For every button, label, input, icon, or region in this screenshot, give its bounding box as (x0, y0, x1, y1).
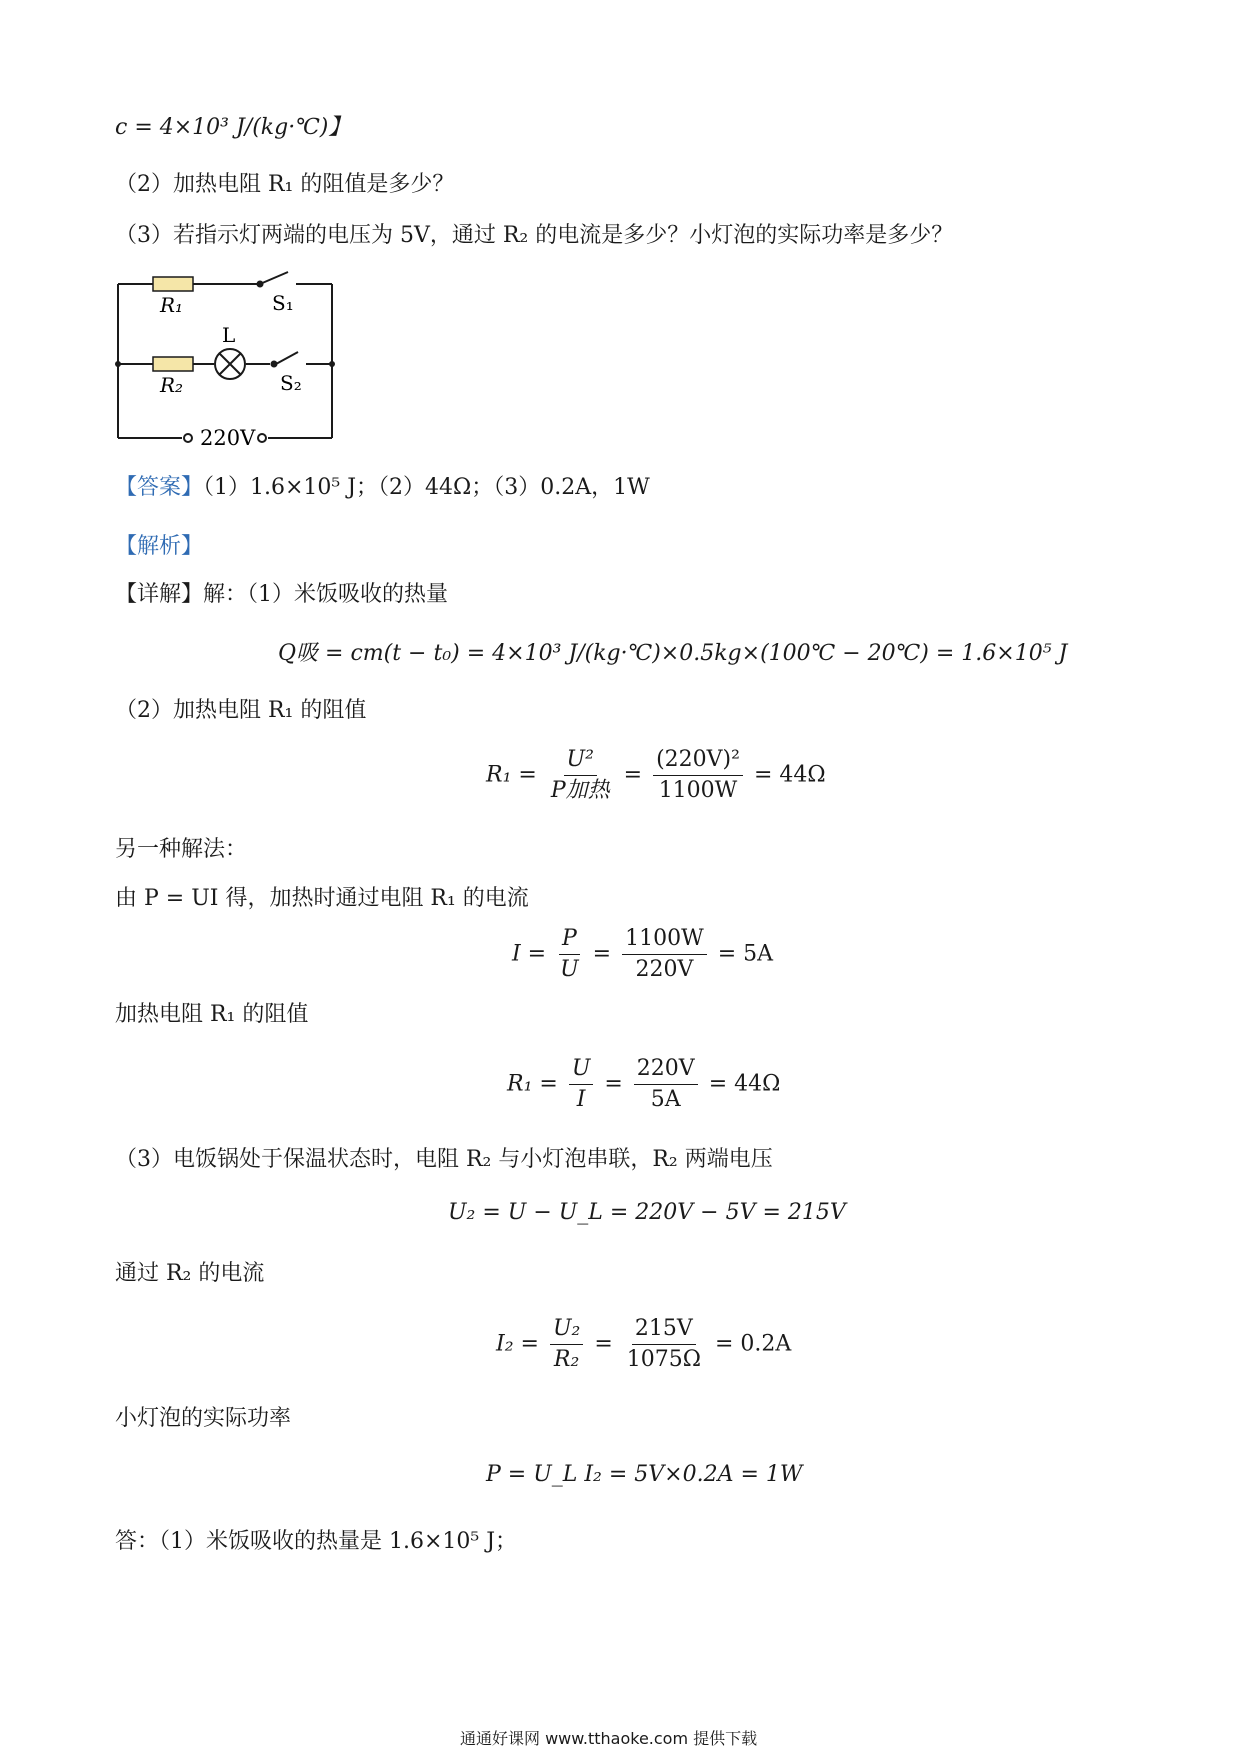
conclusion: 答：（1）米饭吸收的热量是 1.6×10⁵ J； (115, 1529, 518, 1554)
equation-r1-ohm: R₁ = $\frac{U}{I}$ = $\frac{220V}{5A}$ = 44Ω (507, 1056, 781, 1112)
alt-line: 由 P = UI 得，加热时通过电阻 R₁ 的电流 (115, 886, 529, 911)
question-2: （2）加热电阻 R₁ 的阻值是多少？ (115, 172, 455, 197)
equation-voltage: U₂ = U − U_L = 220V − 5V = 215V (448, 1200, 846, 1225)
answer-text: （1）1.6×10⁵ J；（2）44Ω；（3）0.2A，1W (203, 475, 650, 500)
resistor-r2 (153, 357, 193, 371)
equation-power: P = U_L I₂ = 5V×0.2A = 1W (486, 1462, 803, 1487)
detail-intro: 【详解】解：（1）米饭吸收的热量 (115, 582, 448, 607)
equation-heat: Q吸 = cm(t − t₀) = 4×10³ J/(kg·℃)×0.5kg×(100℃ − 20℃) = 1.6×10⁵ J (278, 641, 1068, 666)
equation-r1-power: R₁ = $\frac{\text{U²}}{\text{P加热}}$ = $\frac{\text{(220V)²}}{1100W}$ = 44Ω (486, 747, 826, 803)
footer: 通通好课网 www.tthaoke.com 提供下载 (460, 1729, 758, 1748)
resist-line: 加热电阻 R₁ 的阻值 (115, 1002, 309, 1027)
question-3: （3）若指示灯两端的电压为 5V，通过 R₂ 的电流是多少？小灯泡的实际功率是多少？ (115, 223, 954, 248)
label-r2: R₂ (160, 373, 184, 397)
answer-line (115, 474, 650, 502)
detail-part2: （2）加热电阻 R₁ 的阻值 (115, 698, 367, 723)
equation-current: I = $\frac{P}{U}$ = $\frac{1100W}{220V}$ = 5A (512, 926, 774, 982)
power-line: 小灯泡的实际功率 (115, 1406, 292, 1431)
alt-method: 另一种解法： (115, 837, 248, 862)
label-source: 220V (200, 426, 256, 450)
answer-tag: 【答案】 (115, 475, 204, 500)
formula-line: c = 4×10³ J/(kg·℃)】 (115, 115, 351, 140)
label-s2: S₂ (280, 371, 302, 395)
analysis-tag: 【解析】 (115, 534, 204, 559)
resistor-r1 (153, 277, 193, 291)
label-s1: S₁ (272, 291, 294, 315)
label-lamp: L (222, 323, 236, 347)
current-line: 通过 R₂ 的电流 (115, 1261, 265, 1286)
circuit-diagram (110, 262, 350, 452)
label-r1: R₁ (160, 293, 184, 317)
equation-current-r2: I₂ = $\frac{\text{U₂}}{\text{R₂}}$ = $\frac{215V}{1075\Omega}$ = 0.2A (496, 1316, 792, 1372)
detail-part3: （3）电饭锅处于保温状态时，电阻 R₂ 与小灯泡串联，R₂ 两端电压 (115, 1147, 773, 1172)
